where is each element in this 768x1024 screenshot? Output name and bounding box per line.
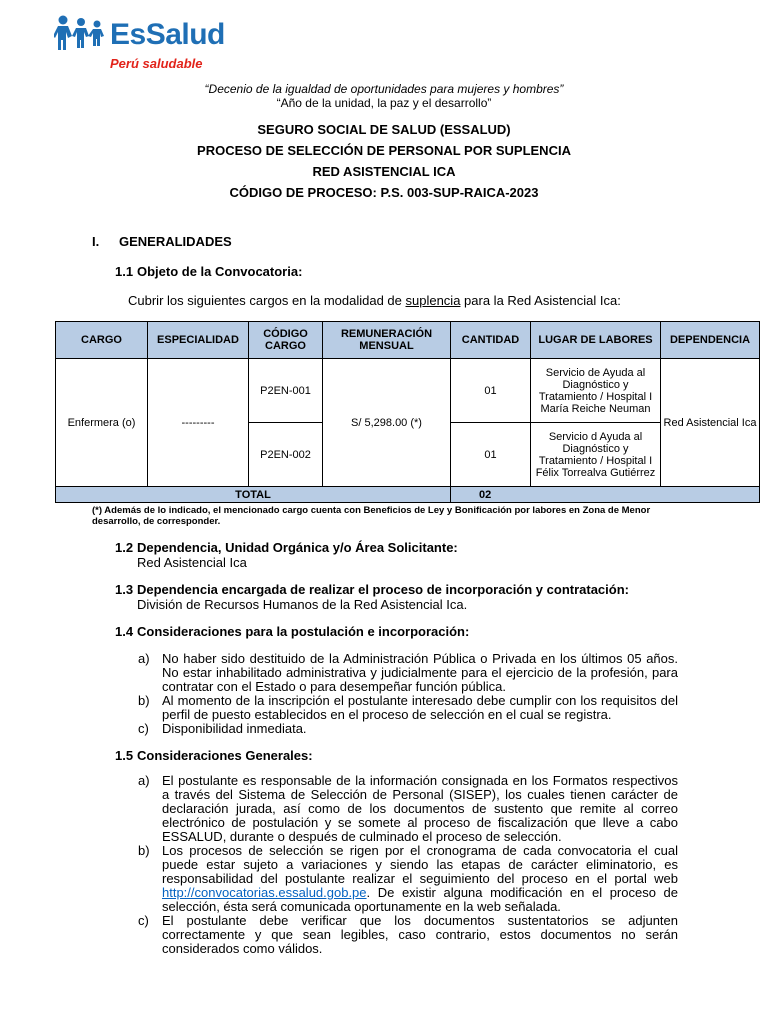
subsection-1-2-text: Red Asistencial Ica <box>137 555 247 570</box>
subsection-1-5-title: Consideraciones Generales: <box>137 748 313 763</box>
list-item-text: . De existir alguna modificación en el proceso de selección, ésta será comunicada oportunamente en la web señalada. <box>162 885 678 914</box>
list-marker: c) <box>138 913 149 928</box>
brand-tagline: Perú saludable <box>110 56 203 71</box>
intro-text: Cubrir los siguientes cargos en la modalidad de suplencia para la Red Asistencial Ica: <box>128 293 621 308</box>
subsection-1-2-num: 1.2 <box>115 540 134 555</box>
doc-title-4: CÓDIGO DE PROCESO: P.S. 003-SUP-RAICA-2023 <box>229 185 539 200</box>
doc-title-3: RED ASISTENCIAL ICA <box>312 164 456 179</box>
cell-cantidad: 01 <box>451 423 531 487</box>
table-note: (*) Además de lo indicado, el mencionado cargo cuenta con Beneficios de Ley y Bonificación por labores en Zona de Menor desarrollo, de corresponder. <box>92 505 651 527</box>
cell-remuneracion: S/ 5,298.00 (*) <box>323 359 451 487</box>
list-item <box>138 844 678 914</box>
list-marker: b) <box>138 693 150 708</box>
header-especialidad: ESPECIALIDAD <box>148 322 249 359</box>
section-num: I. <box>92 234 100 249</box>
list-item-text: No haber sido destituido de la Administración Pública o Privada en los últimos 05 años. No estar inhabilitado administrativa y judicialmente para el ejercicio de la profesión, para contratar con el Estado o para desempeñar función pública. <box>162 651 678 694</box>
header-dependencia: DEPENDENCIA <box>661 322 760 359</box>
list-item-text: Al momento de la inscripción el postulante interesado debe cumplir con los requisitos del perfil de puesto establecidos en el proceso de selección en el cual se registra. <box>162 693 678 722</box>
subsection-1-4-num: 1.4 <box>115 624 134 639</box>
essalud-logo <box>54 14 225 74</box>
subsection-1-2-title: Dependencia, Unidad Orgánica y/o Área Solicitante: <box>137 540 458 555</box>
list-marker: c) <box>138 721 149 736</box>
cell-codigo: P2EN-002 <box>249 423 323 487</box>
table-total-row <box>56 487 760 503</box>
header-cantidad: CANTIDAD <box>451 322 531 359</box>
list-marker: a) <box>138 651 150 666</box>
list-item <box>138 914 678 956</box>
list-marker: b) <box>138 843 150 858</box>
section-title: GENERALIDADES <box>119 234 232 249</box>
total-value: 02 <box>451 487 760 503</box>
cell-dependencia: Red Asistencial Ica <box>661 359 760 487</box>
cell-cantidad: 01 <box>451 359 531 423</box>
table-header-row <box>56 322 760 359</box>
subsection-1-3-num: 1.3 <box>115 582 134 597</box>
subsection-1-1-num: 1.1 <box>115 264 134 279</box>
subsection-1-1-title: Objeto de la Convocatoria: <box>137 264 303 279</box>
header-lugar: LUGAR DE LABORES <box>531 322 661 359</box>
list-item-text: El postulante debe verificar que los documentos sustentatorios se adjunten correctamente y que sean legibles, caso contrario, estos documentos no serán considerados como válidos. <box>162 913 678 956</box>
cell-lugar: Servicio d Ayuda al Diagnóstico y Tratamiento / Hospital I Félix Torrealva Gutiérrez <box>531 423 661 487</box>
cargos-table <box>55 321 760 503</box>
header-codigo: CÓDIGO CARGO <box>249 322 323 359</box>
list-item-text: Los procesos de selección se rigen por el cronograma de cada convocatoria el cual puede estar sujeto a variaciones y siendo las etapas de carácter eliminatorio, es responsabilidad del postulante realizar el seguimiento del proceso en el portal web <box>162 843 678 886</box>
cell-cargo: Enfermera (o) <box>56 359 148 487</box>
brand-name: EsSalud <box>110 18 225 51</box>
subsection-1-3-title: Dependencia encargada de realizar el proceso de incorporación y contratación: <box>137 582 629 597</box>
doc-title-1: SEGURO SOCIAL DE SALUD (ESSALUD) <box>257 122 511 137</box>
list-item <box>138 652 678 694</box>
list-item <box>138 694 678 722</box>
list-item <box>138 722 678 736</box>
convocatorias-link[interactable]: http://convocatorias.essalud.gob.pe <box>162 885 367 900</box>
list-marker: a) <box>138 773 150 788</box>
cell-codigo: P2EN-001 <box>249 359 323 423</box>
subsection-1-4-title: Consideraciones para la postulación e incorporación: <box>137 624 470 639</box>
motto-year: “Año de la unidad, la paz y el desarrollo” <box>276 96 492 110</box>
cell-especialidad: --------- <box>148 359 249 487</box>
family-icon <box>54 14 110 54</box>
subsection-1-3-text: División de Recursos Humanos de la Red Asistencial Ica. <box>137 597 468 612</box>
doc-title-2: PROCESO DE SELECCIÓN DE PERSONAL POR SUPLENCIA <box>197 143 571 158</box>
generales-list <box>138 774 678 956</box>
table-row <box>56 359 760 423</box>
motto-decenio: “Decenio de la igualdad de oportunidades para mujeres y hombres” <box>204 82 564 96</box>
list-item-text: Disponibilidad inmediata. <box>162 721 307 736</box>
subsection-1-5-num: 1.5 <box>115 748 134 763</box>
list-item-text: El postulante es responsable de la información consignada en los Formatos respectivos a través del Sistema de Selección de Personal (SISEP), los cuales tienen carácter de declaración jurada, así como de los documentos de sustento que remite al correo electrónico de postulación y se somete al proceso de fiscalización que lleve a cabo ESSALUD, durante o después de culminado el proceso de selección. <box>162 773 678 844</box>
header-remuneracion: REMUNERACIÓN MENSUAL <box>323 322 451 359</box>
total-label: TOTAL <box>56 487 451 503</box>
cell-lugar: Servicio de Ayuda al Diagnóstico y Tratamiento / Hospital I María Reiche Neuman <box>531 359 661 423</box>
consideraciones-list <box>138 652 678 736</box>
header-cargo: CARGO <box>56 322 148 359</box>
list-item <box>138 774 678 844</box>
